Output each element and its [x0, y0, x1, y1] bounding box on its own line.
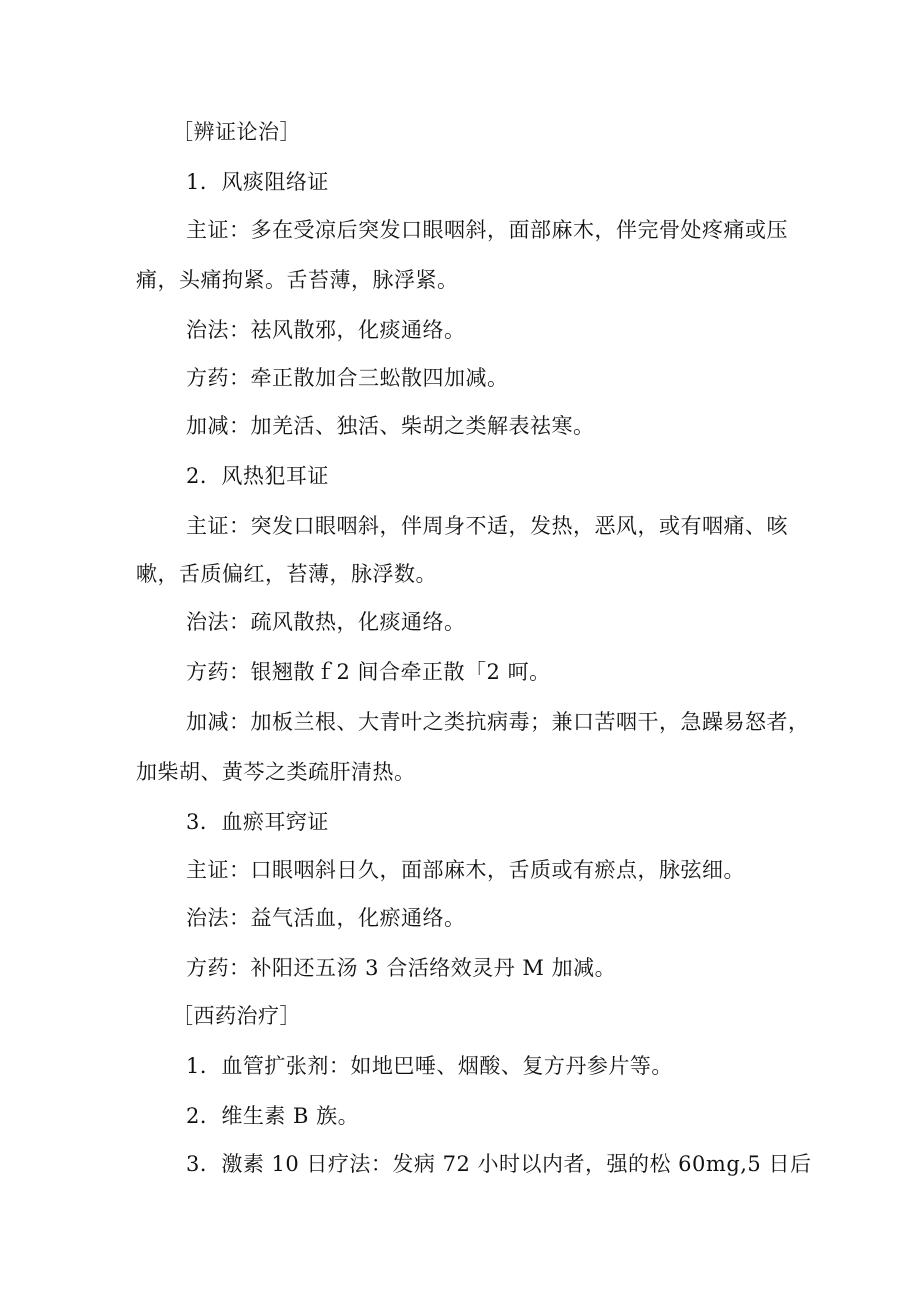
- item-heading-wind-heat: 2．风热犯耳证: [186, 464, 329, 488]
- paragraph-modification-2: 加减：加板兰根、大青叶之类抗病毒；兼口苦咽干，急躁易怒者，: [186, 710, 810, 734]
- paragraph-prescription-2: 方药：银翘散ｆ2 间合牵正散「2 呵。: [186, 660, 551, 684]
- list-item-vasodilators: 1．血管扩张剂：如地巴唾、烟酸、复方丹参片等。: [186, 1054, 673, 1078]
- section-heading-syndrome-differentiation: ［辨证论治］: [172, 120, 301, 144]
- list-item-vitamin-b: 2．维生素 B 族。: [186, 1104, 360, 1128]
- list-item-steroid-therapy: 3．激素 10 日疗法：发病 72 小时以内者，强的松 60mg,5 日后: [186, 1152, 812, 1176]
- paragraph-treatment-2: 治法：疏风散热，化痰通络。: [186, 610, 466, 634]
- item-heading-blood-stasis: 3．血瘀耳窍证: [186, 810, 329, 834]
- paragraph-modification-1: 加减：加羌活、独活、柴胡之类解表祛寒。: [186, 414, 595, 438]
- paragraph-treatment-1: 治法：祛风散邪，化痰通络。: [186, 318, 466, 342]
- paragraph-prescription-3: 方药：补阳还五汤 3 合活络效灵丹 M 加减。: [186, 956, 617, 980]
- paragraph-main-symptoms-2: 主证：突发口眼咽斜，伴周身不适，发热，恶风，或有咽痛、咳: [186, 514, 788, 538]
- paragraph-prescription-1: 方药：牵正散加合三蚣散四加减。: [186, 366, 509, 390]
- paragraph-main-symptoms-2-cont: 嗽，舌质偏红，苔薄，脉浮数。: [136, 562, 437, 586]
- paragraph-main-symptoms-1-cont: 痛，头痛拘紧。舌苔薄，脉浮紧。: [136, 268, 459, 292]
- section-heading-western-medicine: ［西药治疗］: [172, 1004, 301, 1028]
- paragraph-main-symptoms-1: 主证：多在受凉后突发口眼咽斜，面部麻木，伴完骨处疼痛或压: [186, 218, 788, 242]
- paragraph-modification-2-cont: 加柴胡、黄芩之类疏肝清热。: [136, 760, 416, 784]
- paragraph-treatment-3: 治法：益气活血，化瘀通络。: [186, 906, 466, 930]
- paragraph-main-symptoms-3: 主证：口眼咽斜日久，面部麻木，舌质或有瘀点，脉弦细。: [186, 858, 745, 882]
- item-heading-wind-phlegm: 1．风痰阻络证: [186, 170, 329, 194]
